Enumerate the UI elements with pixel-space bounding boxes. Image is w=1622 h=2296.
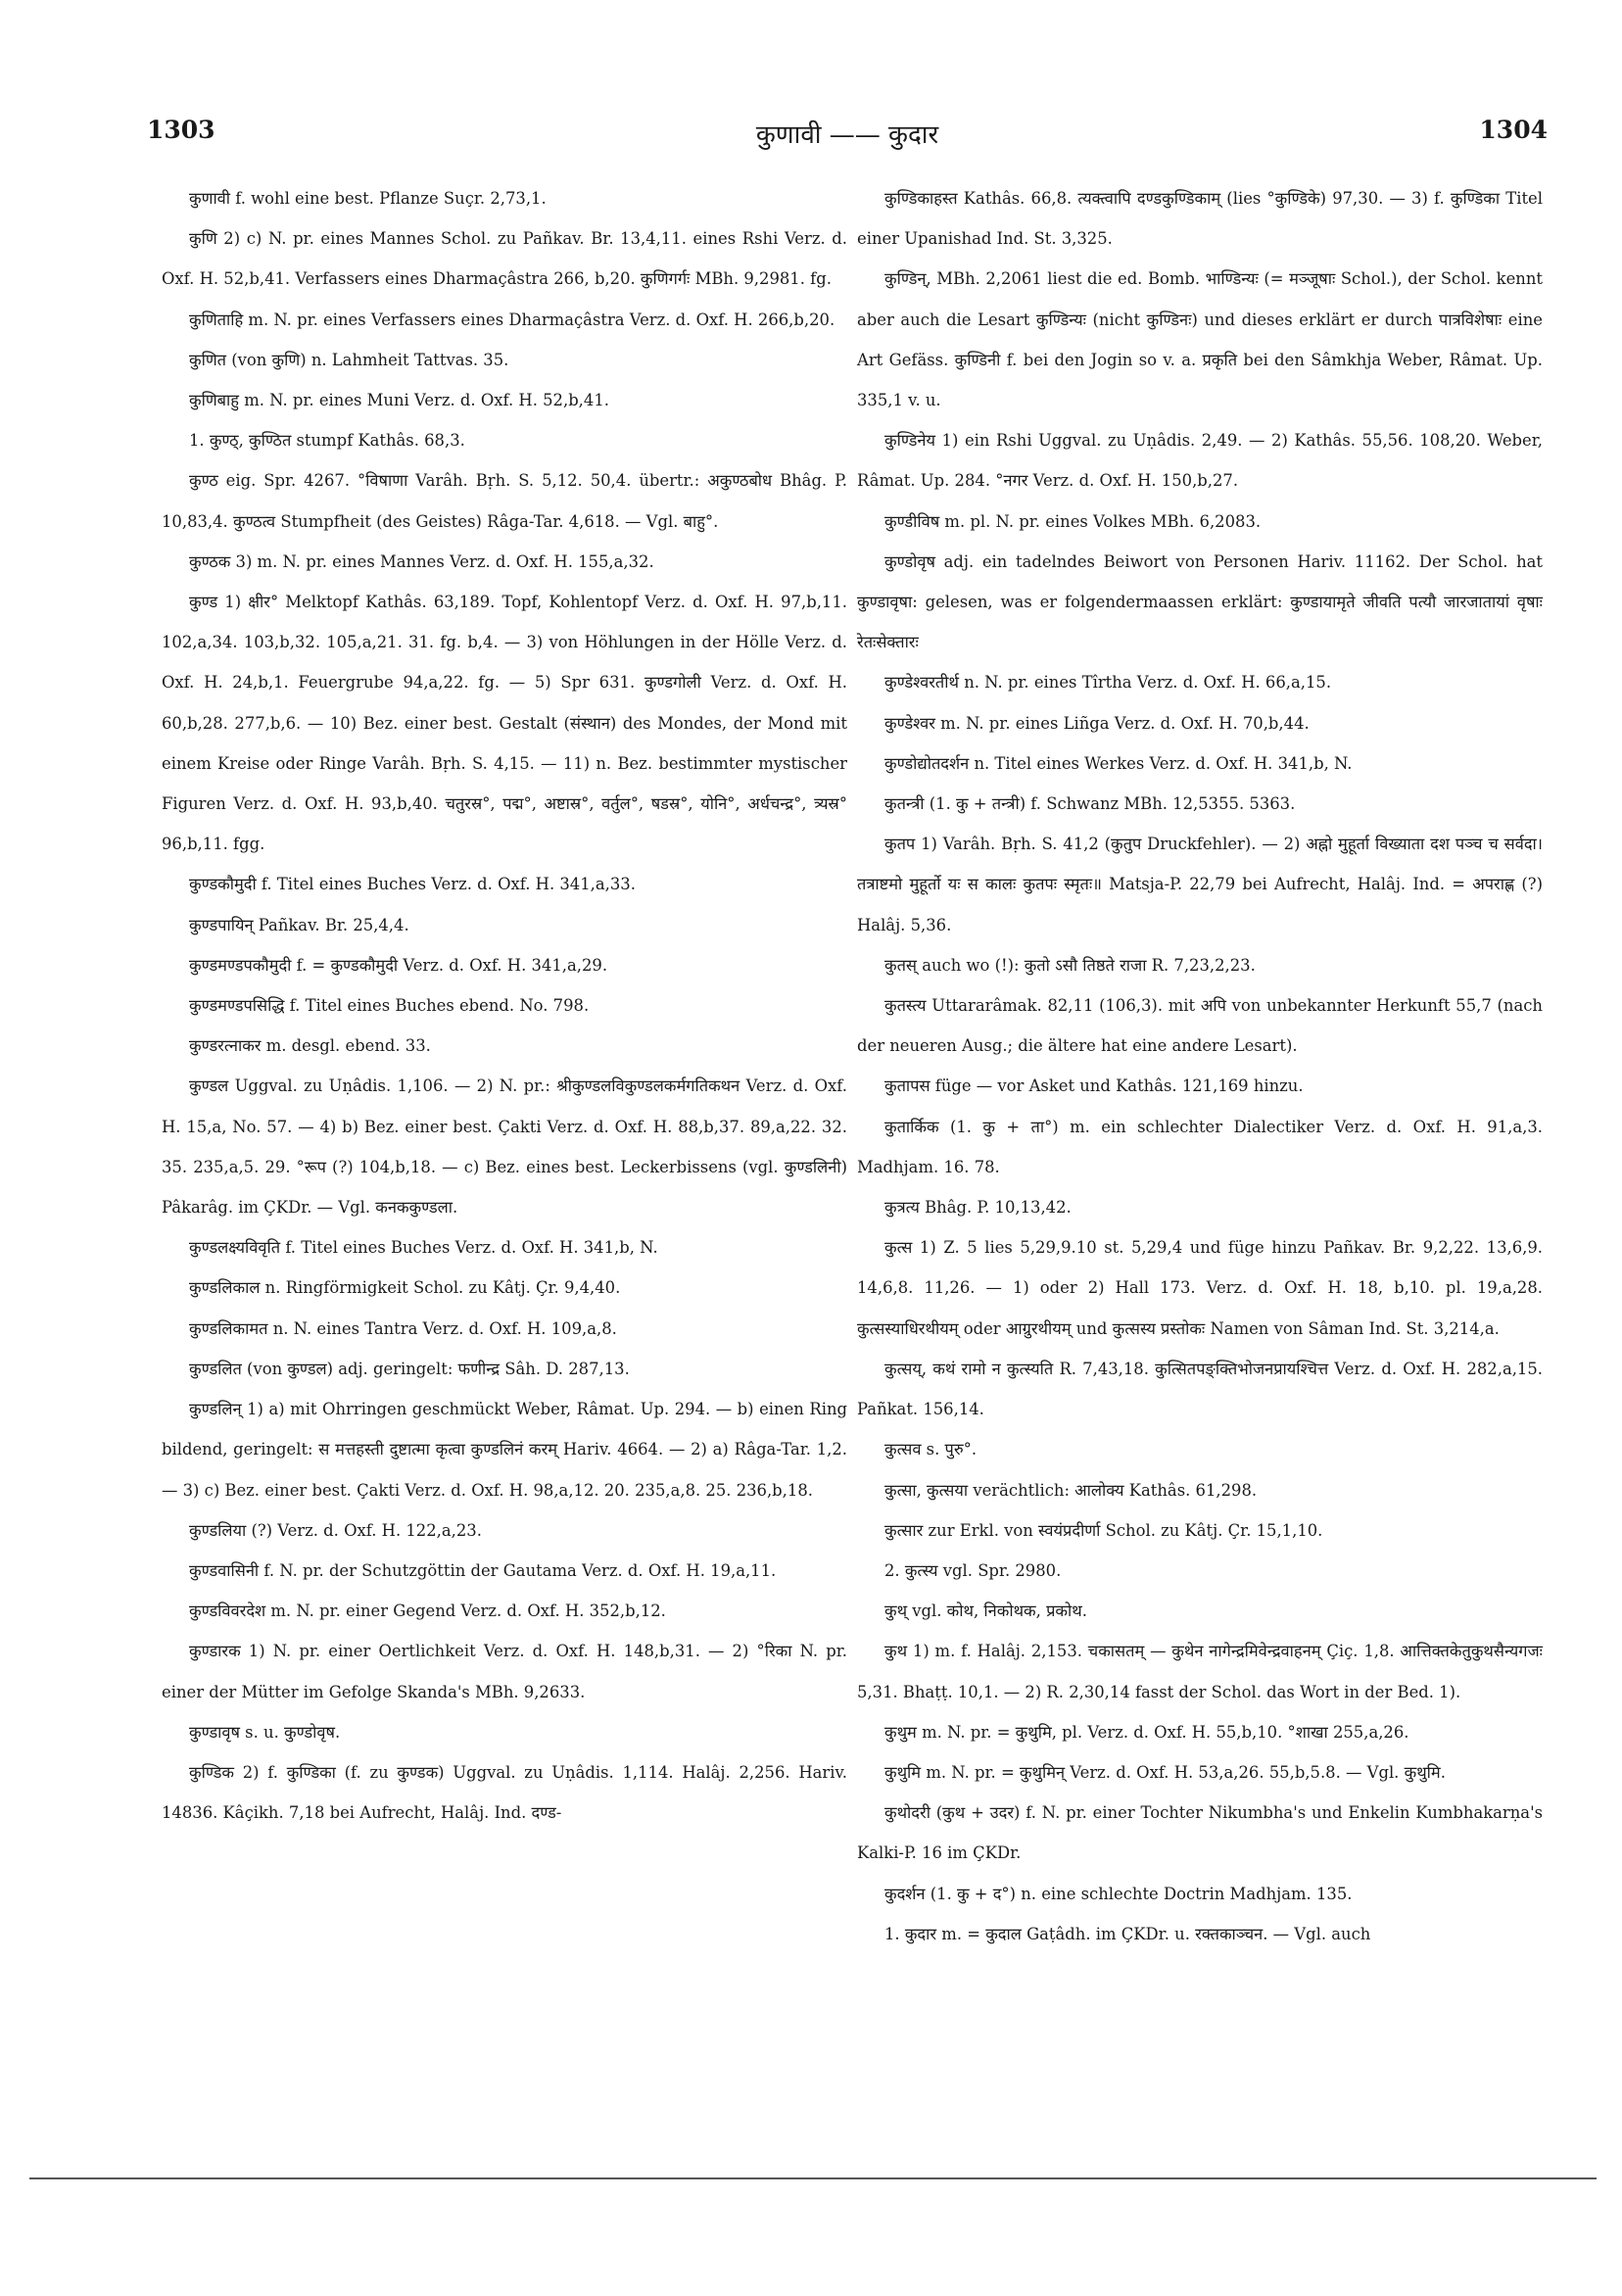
dictionary-entry: कुण्डावृष s. u. कुण्डोवृष.: [189, 1722, 341, 1742]
left-column: [162, 178, 847, 1833]
dictionary-entry: कुण्डारक 1) N. pr. einer Oertlichkeit Verz. d. Oxf. H. 148,b,31. — 2) °रिका N. pr. einer der Mütter im Gefolge Skanda's MBh. 9,2633.: [162, 1642, 847, 1701]
dictionary-entry: कुण्डिकाहस्त Kathâs. 66,8. त्यक्त्वापि दण्डकुण्डिकाम् (lies °कुण्डिके) 97,30. — 3) f. कुण्डिका Titel einer Upanishad Ind. St. 3,325.: [857, 189, 1543, 249]
dictionary-entry: कुदर्शन (1. कु + द°) n. eine schlechte Doctrin Madhjam. 135.: [884, 1884, 1353, 1903]
dictionary-entry: कुत्रत्य Bhâg. P. 10,13,42.: [884, 1198, 1072, 1218]
dictionary-entry: कुथोदरी (कुथ + उदर) f. N. pr. einer Tochter Nikumbha's und Enkelin Kumbhakarṇa's Kalki-P. 16 im ÇKDr.: [857, 1803, 1543, 1863]
dictionary-entry: कुण्ठ eig. Spr. 4267. °विषाणा Varâh. Bṛh. S. 5,12. 50,4. übertr.: अकुण्ठबोध Bhâg. P. 10,83,4. कुण्ठत्व Stumpfheit (des Geistes) Râga-Tar. 4,618. — Vgl. बाहु°.: [162, 471, 847, 531]
dictionary-entry: कुण्डरत्नाकर m. desgl. ebend. 33.: [189, 1036, 431, 1056]
dictionary-entry: कुतन्त्री (1. कु + तन्त्री) f. Schwanz MBh. 12,5355. 5363.: [884, 794, 1296, 814]
dictionary-entry: कुण्डल Uggval. zu Uṇâdis. 1,106. — 2) N. pr.: श्रीकुण्डलविकुण्डलकर्मगतिकथन Verz. d. Oxf. H. 15,a, No. 57. — 4) b) Bez. einer best. Çakti Verz. d. Oxf. H. 88,b,37. 89,a,22. 32. 35. 235,a,5. 29. °रूप (?) 104,b,18. — c) Bez. eines best. Leckerbissens (vgl. कुण्डलिनी) Pâkarâg. im ÇKDr. — Vgl. कनककुण्डला.: [162, 1076, 847, 1218]
dictionary-entry: 1. कुण्ठ्, कुण्ठित stumpf Kathâs. 68,3.: [189, 431, 465, 451]
dictionary-entry: कुणिबाहु m. N. pr. eines Muni Verz. d. Oxf. H. 52,b,41.: [189, 391, 609, 410]
dictionary-entry: कुथुम m. N. pr. = कुथुमि, pl. Verz. d. Oxf. H. 55,b,10. °शाखा 255,a,26.: [884, 1722, 1409, 1742]
page-header: [147, 116, 1548, 155]
dictionary-entry: कुण्ड 1) क्षीर° Melktopf Kathâs. 63,189. Topf, Kohlentopf Verz. d. Oxf. H. 97,b,11. 102,a,34. 103,b,32. 105,a,21. 31. fg. b,4. — 3) von Höhlungen in der Hölle Verz. d. Oxf. H. 24,b,1. Feuergrube 94,a,22. fg. — 5) Spr 631. कुण्डगोली Verz. d. Oxf. H. 60,b,28. 277,b,6. — 10) Bez. einer best. Gestalt (संस्थान) des Mondes, der Mond mit einem Kreise oder Ringe Varâh. Bṛh. S. 4,15. — 11) n. Bez. bestimmter mystischer Figuren Verz. d. Oxf. H. 93,b,40. चतुरस्र°, पद्म°, अष्टास्र°, वर्तुल°, षडस्र°, योनि°, अर्धचन्द्र°, त्र्यस्र° 96,b,11. fgg.: [162, 593, 847, 854]
dictionary-entry: कुण्डेश्वरतीर्थ n. N. pr. eines Tîrtha Verz. d. Oxf. H. 66,a,15.: [884, 673, 1332, 693]
page-number-left: 1303: [147, 116, 215, 144]
dictionary-entry: कुथुमि m. N. pr. = कुथुमिन् Verz. d. Oxf. H. 53,a,26. 55,b,5.8. — Vgl. कुथुमि.: [884, 1762, 1446, 1782]
dictionary-entry: कुणित (von कुणि) n. Lahmheit Tattvas. 35.: [189, 350, 509, 369]
dictionary-entry: कुण्डिक 2) f. कुण्डिका (f. zu कुण्डक) Uggval. zu Uṇâdis. 1,114. Halâj. 2,256. Hariv. 14836. Kâçikh. 7,18 bei Aufrecht, Halâj. Ind. दण्ड-: [162, 1762, 847, 1823]
dictionary-entry: कुथ् vgl. कोथ, निकोथक, प्रकोथ.: [884, 1602, 1087, 1621]
dictionary-entry: कुणावी f. wohl eine best. Pflanze Suçr. 2,73,1.: [189, 189, 547, 208]
dictionary-entry: कुण्डमण्डपकौमुदी f. = कुण्डकौमुदी Verz. d. Oxf. H. 341,a,29.: [189, 955, 608, 975]
dictionary-entry: कुत्सय्, कथं रामो न कुत्स्यति R. 7,43,18. कुत्सितपङ्क्तिभोजनप्रायश्चित्त Verz. d. Oxf. H. 282,a,15. Pañkat. 156,14.: [857, 1359, 1543, 1419]
dictionary-entry: कुण्डोवृष adj. ein tadelndes Beiwort von Personen Hariv. 11162. Der Schol. hat कुण्डावृषा: gelesen, was er folgendermaassen erklärt: कुण्डायामृते जीवति पत्यौ जारजातायां वृषाः रेतःसेक्तारः: [857, 551, 1543, 652]
dictionary-entry: कुण्डलिन् 1) a) mit Ohrringen geschmückt Weber, Râmat. Up. 294. — b) einen Ring bildend, geringelt: स मत्तहस्ती दुष्टात्मा कृत्वा कुण्डलिनं करम् Hariv. 4664. — 2) a) Râga-Tar. 1,2. — 3) c) Bez. einer best. Çakti Verz. d. Oxf. H. 98,a,12. 20. 235,a,8. 25. 236,b,18.: [162, 1400, 847, 1500]
dictionary-entry: कुथ 1) m. f. Halâj. 2,153. चकासतम् — कुथेन नागेन्द्रमिवेन्द्रवाहनम् Çiç. 1,8. आत्तिक्तकेतुकुथसैन्यगजः 5,31. Bhaṭṭ. 10,1. — 2) R. 2,30,14 fasst der Schol. das Wort in der Bed. 1).: [857, 1642, 1543, 1701]
dictionary-entry: कुण्डीविष m. pl. N. pr. eines Volkes MBh. 6,2083.: [884, 511, 1262, 531]
dictionary-entry: कुण्डिनेय 1) ein Rshi Uggval. zu Uṇâdis. 2,49. — 2) Kathâs. 55,56. 108,20. Weber, Râmat. Up. 284. °नगर Verz. d. Oxf. H. 150,b,27.: [857, 431, 1543, 491]
dictionary-entry: कुतस् auch wo (!): कुतो ऽसौ तिष्ठते राजा R. 7,23,2,23.: [884, 955, 1256, 975]
dictionary-entry: कुण्डलक्ष्यविवृति f. Titel eines Buches Verz. d. Oxf. H. 341,b, N.: [189, 1238, 658, 1258]
dictionary-entry: कुण्डिन्, MBh. 2,2061 liest die ed. Bomb. भाण्डिन्यः (= मञ्जूषाः Schol.), der Schol. kennt aber auch die Lesart कुण्डिन्यः (nicht कुण्डिनः) und dieses erklärt er durch पात्रविशेषाः eine Art Gefäss. कुण्डिनी f. bei den Jogin so v. a. प्रकृति bei den Sâmkhja Weber, Râmat. Up. 335,1 v. u.: [857, 269, 1543, 410]
dictionary-entry: कुत्स 1) Z. 5 lies 5,29,9.10 st. 5,29,4 und füge hinzu Pañkav. Br. 9,2,22. 13,6,9. 14,6,8. 11,26. — 1) oder 2) Hall 173. Verz. d. Oxf. H. 18, b,10. pl. 19,a,28. कुत्सस्याधिरथीयम् oder आग्रुरथीयम् und कुत्सस्य प्रस्तोकः Namen von Sâman Ind. St. 3,214,a.: [857, 1238, 1543, 1338]
dictionary-entry: कुण्डमण्डपसिद्धि f. Titel eines Buches ebend. No. 798.: [189, 996, 590, 1016]
dictionary-entry: कुण्ठक 3) m. N. pr. eines Mannes Verz. d. Oxf. H. 155,a,32.: [189, 551, 654, 571]
dictionary-entry: कुत्सार zur Erkl. von स्वयंप्रदीर्णा Schol. zu Kâtj. Çr. 15,1,10.: [884, 1520, 1323, 1540]
dictionary-entry: 2. कुत्स्य vgl. Spr. 2980.: [884, 1560, 1062, 1580]
dictionary-entry: कुण्डलिकाल n. Ringförmigkeit Schol. zu Kâtj. Çr. 9,4,40.: [189, 1278, 621, 1298]
dictionary-entry: कुण्डकौमुदी f. Titel eines Buches Verz. d. Oxf. H. 341,a,33.: [189, 875, 636, 894]
dictionary-entry: कुतप 1) Varâh. Bṛh. S. 41,2 (कुतुप Druckfehler). — 2) अह्नो मुहूर्ता विख्याता दश पञ्च च सर्वदा। तत्राष्टमो मुहूर्तो यः स कालः कुतपः स्मृतः॥ Matsja-P. 22,79 bei Aufrecht, Halâj. Ind. = अपराह्ण (?) Halâj. 5,36.: [857, 835, 1543, 934]
dictionary-entry: कुतार्किक (1. कु + ता°) m. ein schlechter Dialectiker Verz. d. Oxf. H. 91,a,3. Madhjam. 16. 78.: [857, 1117, 1543, 1176]
dictionary-entry: कुण्डपायिन् Pañkav. Br. 25,4,4.: [189, 915, 409, 934]
right-column: [857, 178, 1543, 1954]
dictionary-entry: कुण्डेश्वर m. N. pr. eines Liñga Verz. d. Oxf. H. 70,b,44.: [884, 713, 1310, 733]
dictionary-entry: कुण्डोद्योतदर्शन n. Titel eines Werkes Verz. d. Oxf. H. 341,b, N.: [884, 753, 1353, 773]
footer-rule: [29, 2177, 1597, 2179]
dictionary-entry: कुण्डवासिनी f. N. pr. der Schutzgöttin der Gautama Verz. d. Oxf. H. 19,a,11.: [189, 1560, 777, 1580]
dictionary-entry: कुणिताहि m. N. pr. eines Verfassers eines Dharmaçâstra Verz. d. Oxf. H. 266,b,20.: [189, 310, 835, 329]
dictionary-entry: कुतापस füge — vor Asket und Kathâs. 121,169 hinzu.: [884, 1076, 1304, 1096]
dictionary-entry: कुण्डलिया (?) Verz. d. Oxf. H. 122,a,23.: [189, 1520, 482, 1540]
dictionary-entry: कुण्डविवरदेश m. N. pr. einer Gegend Verz. d. Oxf. H. 352,b,12.: [189, 1602, 666, 1621]
dictionary-entry: कुतस्त्य Uttararâmak. 82,11 (106,3). mit अपि von unbekannter Herkunft 55,7 (nach der neueren Ausg.; die ältere hat eine andere Lesart).: [857, 996, 1543, 1056]
page-running-title: कुणावी —— कुदार: [755, 120, 939, 150]
dictionary-entry: कुत्सव s. पुरु°.: [884, 1440, 978, 1459]
dictionary-entry: कुण्डलित (von कुण्डल) adj. geringelt: फणीन्द्र Sâh. D. 287,13.: [189, 1359, 630, 1378]
dictionary-entry: कुण्डलिकामत n. N. eines Tantra Verz. d. Oxf. H. 109,a,8.: [189, 1318, 617, 1338]
page-number-right: 1304: [1479, 116, 1548, 144]
dictionary-entry: कुत्सा, कुत्सया verächtlich: आलोक्य Kathâs. 61,298.: [884, 1480, 1258, 1500]
dictionary-entry: 1. कुदार m. = कुदाल Gaṭâdh. im ÇKDr. u. रक्तकाञ्चन. — Vgl. auch: [884, 1924, 1371, 1943]
dictionary-entry: कुणि 2) c) N. pr. eines Mannes Schol. zu Pañkav. Br. 13,4,11. eines Rshi Verz. d. Oxf. H. 52,b,41. Verfassers eines Dharmaçâstra 266, b,20. कुणिगर्गः MBh. 9,2981. fg.: [162, 229, 847, 289]
